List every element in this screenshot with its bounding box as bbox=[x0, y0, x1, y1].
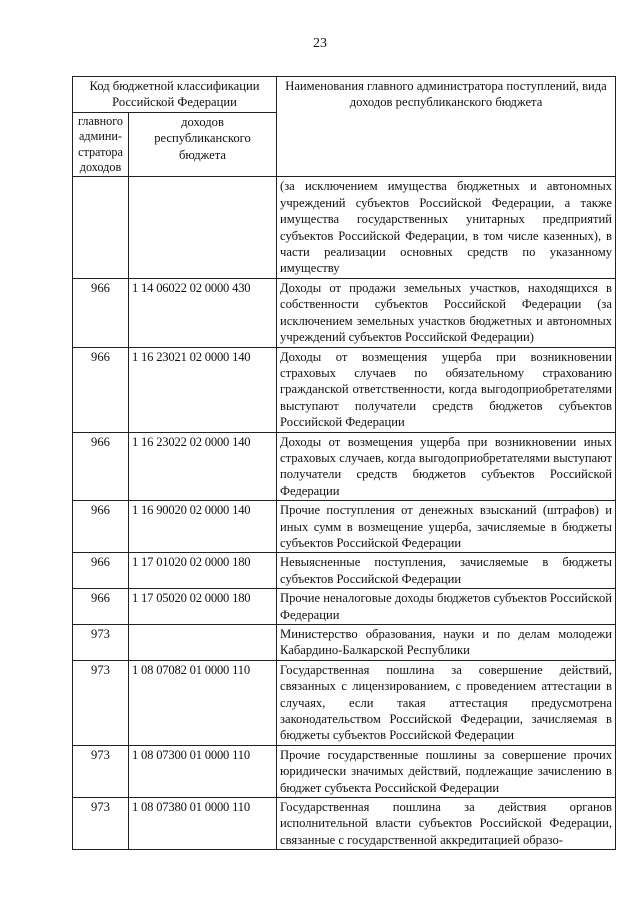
description-cell: Государственная пошлина за действия органов исполнительной власти субъектов Российской Федерации, связанные с государственной аккредитацией образо- bbox=[277, 798, 616, 850]
admin-code-cell: 966 bbox=[73, 589, 129, 625]
description-cell: Прочие государственные пошлины за совершение прочих юридически значимых действий, подлежащие зачислению в бюджет субъекта Российской Федерации bbox=[277, 745, 616, 797]
admin-code-cell: 973 bbox=[73, 625, 129, 661]
table-row bbox=[73, 589, 616, 625]
admin-code-cell: 966 bbox=[73, 347, 129, 432]
table-row bbox=[73, 660, 616, 745]
header-row-group bbox=[73, 77, 616, 113]
header-admin-line: админи- bbox=[79, 129, 122, 144]
header-admin-column bbox=[73, 112, 129, 177]
header-group-title: Код бюджетной классификации Российской Федерации bbox=[73, 77, 277, 113]
admin-code-cell: 973 bbox=[73, 798, 129, 850]
table-row bbox=[73, 501, 616, 553]
budget-code-cell: 1 08 07380 01 0000 110 bbox=[129, 798, 277, 850]
budget-code-cell: 1 16 23022 02 0000 140 bbox=[129, 432, 277, 501]
budget-code-cell: 1 14 06022 02 0000 430 bbox=[129, 278, 277, 347]
description-cell: Прочие поступления от денежных взысканий (штрафов) и иных сумм в возмещение ущерба, зачисляемые в бюджеты субъектов Российской Федерации bbox=[277, 501, 616, 553]
budget-code-cell: 1 16 90020 02 0000 140 bbox=[129, 501, 277, 553]
budget-code-cell bbox=[129, 177, 277, 278]
description-cell: Государственная пошлина за совершение действий, связанных с лицензированием, с проведением аттестации в случаях, если такая аттестация предусмотрена законодательством Российской Федерации, зачисляемая в бюджеты субъектов Российской Федерации bbox=[277, 660, 616, 745]
table-row bbox=[73, 553, 616, 589]
table-row bbox=[73, 347, 616, 432]
budget-code-cell bbox=[129, 625, 277, 661]
header-admin-line: доходов bbox=[79, 160, 122, 175]
admin-code-cell bbox=[73, 177, 129, 278]
description-cell: Прочие неналоговые доходы бюджетов субъектов Российской Федерации bbox=[277, 589, 616, 625]
table-row bbox=[73, 177, 616, 278]
table-row bbox=[73, 432, 616, 501]
description-cell: Невыясненные поступления, зачисляемые в бюджеты субъектов Российской Федерации bbox=[277, 553, 616, 589]
budget-code-cell: 1 17 05020 02 0000 180 bbox=[129, 589, 277, 625]
admin-code-cell: 966 bbox=[73, 278, 129, 347]
description-cell: Доходы от возмещения ущерба при возникновении страховых случаев по обязательному страхованию гражданской ответственности, когда выгодоприобретателями выступают получатели средств бюджетов субъектов Российской Федерации bbox=[277, 347, 616, 432]
description-cell: Министерство образования, науки и по делам молодежи Кабардино-Балкарской Республики bbox=[277, 625, 616, 661]
budget-classification-table bbox=[72, 76, 616, 850]
table-row bbox=[73, 278, 616, 347]
header-code-column: доходов республиканского бюджета bbox=[129, 112, 277, 177]
admin-code-cell: 973 bbox=[73, 660, 129, 745]
header-admin-line: главного bbox=[77, 113, 124, 128]
budget-code-cell: 1 08 07082 01 0000 110 bbox=[129, 660, 277, 745]
budget-code-cell: 1 17 01020 02 0000 180 bbox=[129, 553, 277, 589]
admin-code-cell: 973 bbox=[73, 745, 129, 797]
table-row bbox=[73, 798, 616, 850]
admin-code-cell: 966 bbox=[73, 432, 129, 501]
budget-code-cell: 1 08 07300 01 0000 110 bbox=[129, 745, 277, 797]
table-row bbox=[73, 625, 616, 661]
admin-code-cell: 966 bbox=[73, 501, 129, 553]
admin-code-cell: 966 bbox=[73, 553, 129, 589]
page-number: 23 bbox=[313, 36, 327, 51]
description-cell: (за исключением имущества бюджетных и автономных учреждений субъектов Российской Федерации, а также имущества государственных унитарных предприятий субъектов Российской Федерации, в том числе казенных), в части реализации основных средств по указанному имуществу bbox=[277, 177, 616, 278]
table-row bbox=[73, 745, 616, 797]
header-admin-line: стратора bbox=[78, 144, 123, 159]
description-cell: Доходы от продажи земельных участков, находящихся в собственности субъектов Российской Федерации (за исключением земельных участков бюджетных и автономных учреждений субъектов Российской Федерации) bbox=[277, 278, 616, 347]
description-cell: Доходы от возмещения ущерба при возникновении иных страховых случаев, когда выгодоприобретателями выступают получатели средств бюджетов субъектов Российской Федерации bbox=[277, 432, 616, 501]
budget-code-cell: 1 16 23021 02 0000 140 bbox=[129, 347, 277, 432]
header-name-column: Наименования главного администратора поступлений, вида доходов республиканского бюджета bbox=[277, 77, 616, 177]
